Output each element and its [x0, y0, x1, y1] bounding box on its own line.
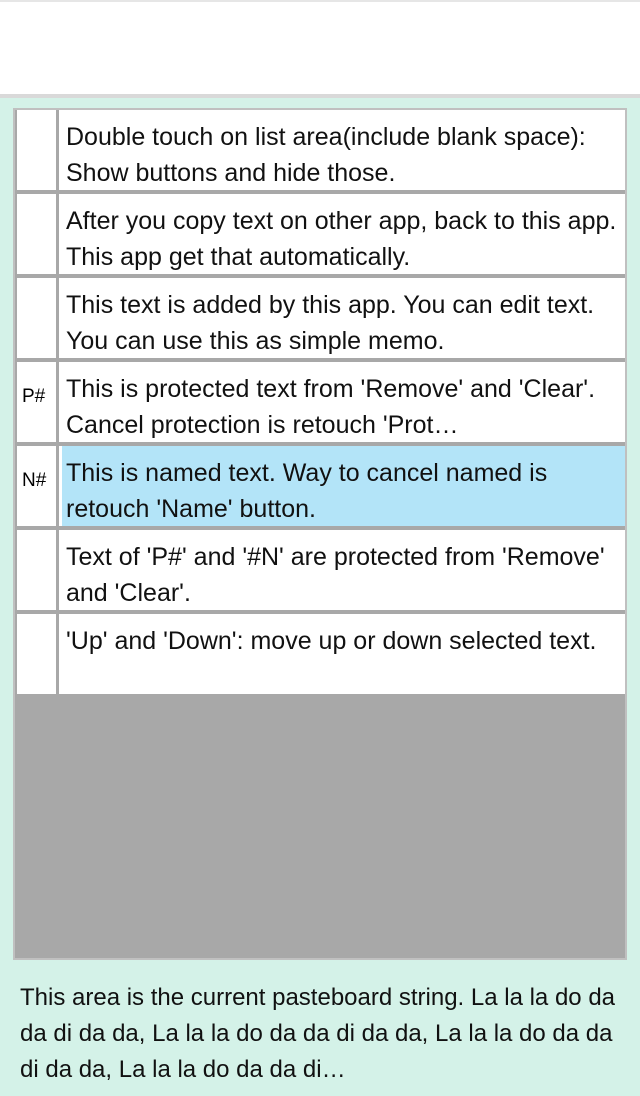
list-item-text: Text of 'P#' and '#N' are protected from 'Remove' and 'Clear'. [66, 543, 605, 607]
list-item-text: After you copy text on other app, back to this app. This app get that automatically. [66, 207, 617, 271]
list-item-tag [17, 110, 59, 190]
list-item-text: Double touch on list area(include blank space): Show buttons and hide those. [66, 123, 586, 187]
list-item[interactable] [17, 530, 625, 610]
list-item-text: This is named text. Way to cancel named is retouch 'Name' button. [62, 446, 625, 526]
list-item-tag [17, 530, 59, 610]
text-list[interactable] [13, 108, 627, 960]
list-item[interactable] [17, 110, 625, 190]
list-item[interactable] [17, 278, 625, 358]
list-item-selected[interactable] [17, 446, 625, 526]
pasteboard-string[interactable]: This area is the current pasteboard string. La la la do da da di da da, La la la do da da di da da, La la la do da da di da da, La la la do da da di… [20, 984, 616, 1083]
list-item-text: This is protected text from 'Remove' and 'Clear'. Cancel protection is retouch 'Prot… [66, 375, 596, 439]
list-item[interactable] [17, 194, 625, 274]
list-item-tag [17, 194, 59, 274]
list-item-tag: N# [17, 446, 59, 526]
list-item-tag [17, 278, 59, 358]
list-item[interactable] [17, 362, 625, 442]
list-item-tag: P# [17, 362, 59, 442]
list-item-text: 'Up' and 'Down': move up or down selected text. [66, 627, 597, 655]
top-bar [0, 0, 640, 96]
list-item[interactable] [17, 614, 625, 694]
list-item-text: This text is added by this app. You can edit text. You can use this as simple memo. [66, 291, 595, 355]
main-area [0, 98, 640, 1096]
list-item-tag [17, 614, 59, 694]
